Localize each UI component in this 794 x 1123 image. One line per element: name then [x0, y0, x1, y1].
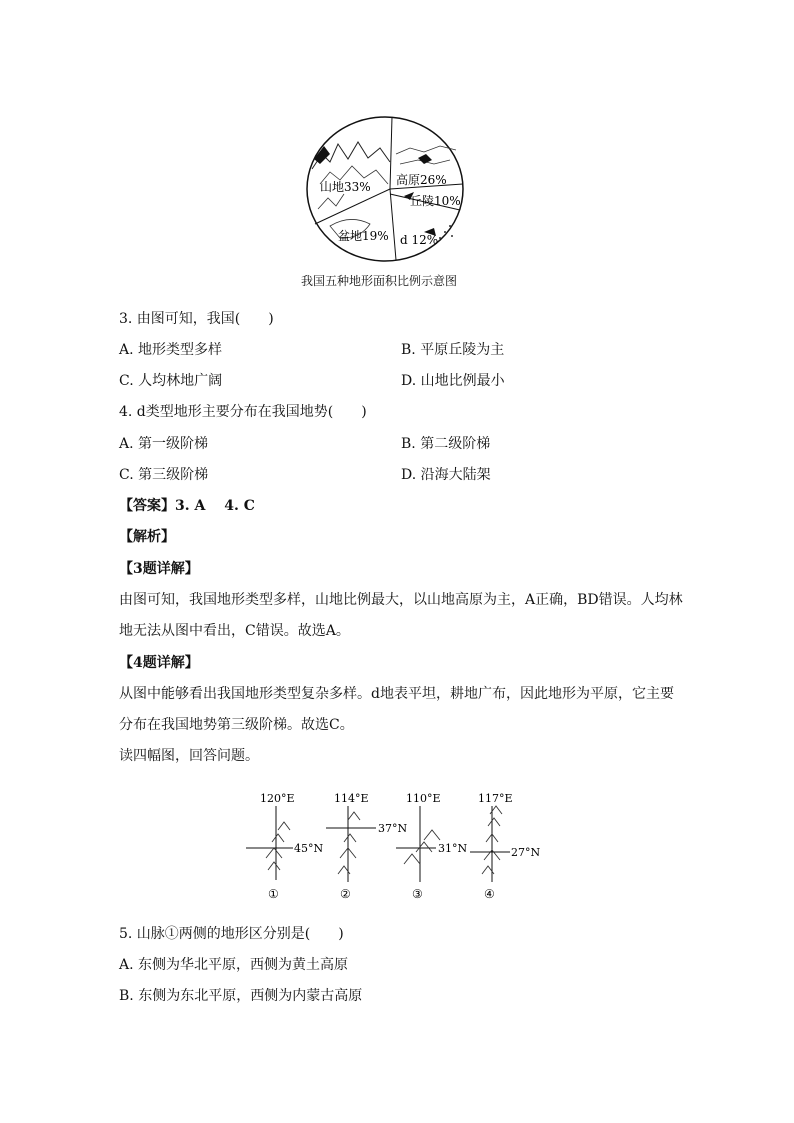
- analysis-heading: 【解析】: [119, 529, 175, 545]
- q3-stem: 3. 由图可知，我国( ): [119, 311, 274, 327]
- detail4-heading: 【4题详解】: [119, 655, 199, 671]
- q5-stem: 5. 山脉①两侧的地形区分别是( ): [119, 926, 344, 942]
- panel-2: [326, 792, 407, 901]
- mountain-ranges-drawing: [238, 790, 548, 902]
- detail3-heading: 【3题详解】: [119, 561, 199, 577]
- q5-option-b: B. 东侧为东北平原，西侧为内蒙古高原: [119, 988, 363, 1004]
- panel-3-number: ③: [412, 887, 423, 901]
- panel-1: [246, 792, 323, 901]
- basin-label: 盆地19%: [338, 229, 389, 243]
- terrain-pie-figure: [300, 114, 470, 264]
- panel-3: [396, 792, 467, 901]
- hills-label: 丘陵10%: [410, 194, 461, 208]
- detail3-line1: 由图可知，我国地形类型多样，山地比例最大，以山地高原为主，A正确，BD错误。人均林: [119, 592, 683, 608]
- q3-option-a: A. 地形类型多样: [119, 342, 223, 358]
- q3-option-b: B. 平原丘陵为主: [401, 342, 505, 358]
- panel-4-lon: 117°E: [478, 792, 513, 805]
- panel-2-lat: 37°N: [378, 822, 408, 835]
- terrain-pie-drawing: [300, 114, 470, 264]
- mountain-label: 山地33%: [320, 180, 371, 194]
- detail4-line2: 分布在我国地势第三级阶梯。故选C。: [119, 717, 354, 733]
- detail4-line1: 从图中能够看出我国地形类型复杂多样。d地表平坦，耕地广布，因此地形为平原，它主要: [119, 686, 674, 702]
- intro-line: 读四幅图，回答问题。: [119, 748, 259, 764]
- q4-option-b: B. 第二级阶梯: [401, 436, 491, 452]
- panel-1-lat: 45°N: [294, 842, 324, 855]
- mountain-ranges-figure: [238, 790, 548, 902]
- q3-option-c: C. 人均林地广阔: [119, 373, 223, 389]
- q4-stem: 4. d类型地形主要分布在我国地势( ): [119, 404, 367, 420]
- q5-option-a: A. 东侧为华北平原，西侧为黄土高原: [119, 957, 349, 973]
- answer-line: 【答案】3. A 4. C: [119, 498, 255, 514]
- panel-4: [470, 792, 540, 901]
- q3-option-d: D. 山地比例最小: [401, 373, 505, 389]
- panel-4-number: ④: [484, 887, 495, 901]
- q4-option-c: C. 第三级阶梯: [119, 467, 209, 483]
- panel-2-number: ②: [340, 887, 351, 901]
- plateau-label: 高原26%: [396, 173, 447, 187]
- panel-4-lat: 27°N: [511, 846, 541, 859]
- panel-3-lon: 110°E: [406, 792, 441, 805]
- figure1-caption: 我国五种地形面积比例示意图: [301, 274, 458, 288]
- panel-3-lat: 31°N: [438, 842, 468, 855]
- panel-1-number: ①: [268, 887, 279, 901]
- q4-option-d: D. 沿海大陆架: [401, 467, 491, 483]
- detail3-line2: 地无法从图中看出，C错误。故选A。: [119, 623, 350, 639]
- panel-2-lon: 114°E: [334, 792, 369, 805]
- panel-1-lon: 120°E: [260, 792, 295, 805]
- q4-option-a: A. 第一级阶梯: [119, 436, 209, 452]
- d-label: d 12%: [400, 233, 439, 247]
